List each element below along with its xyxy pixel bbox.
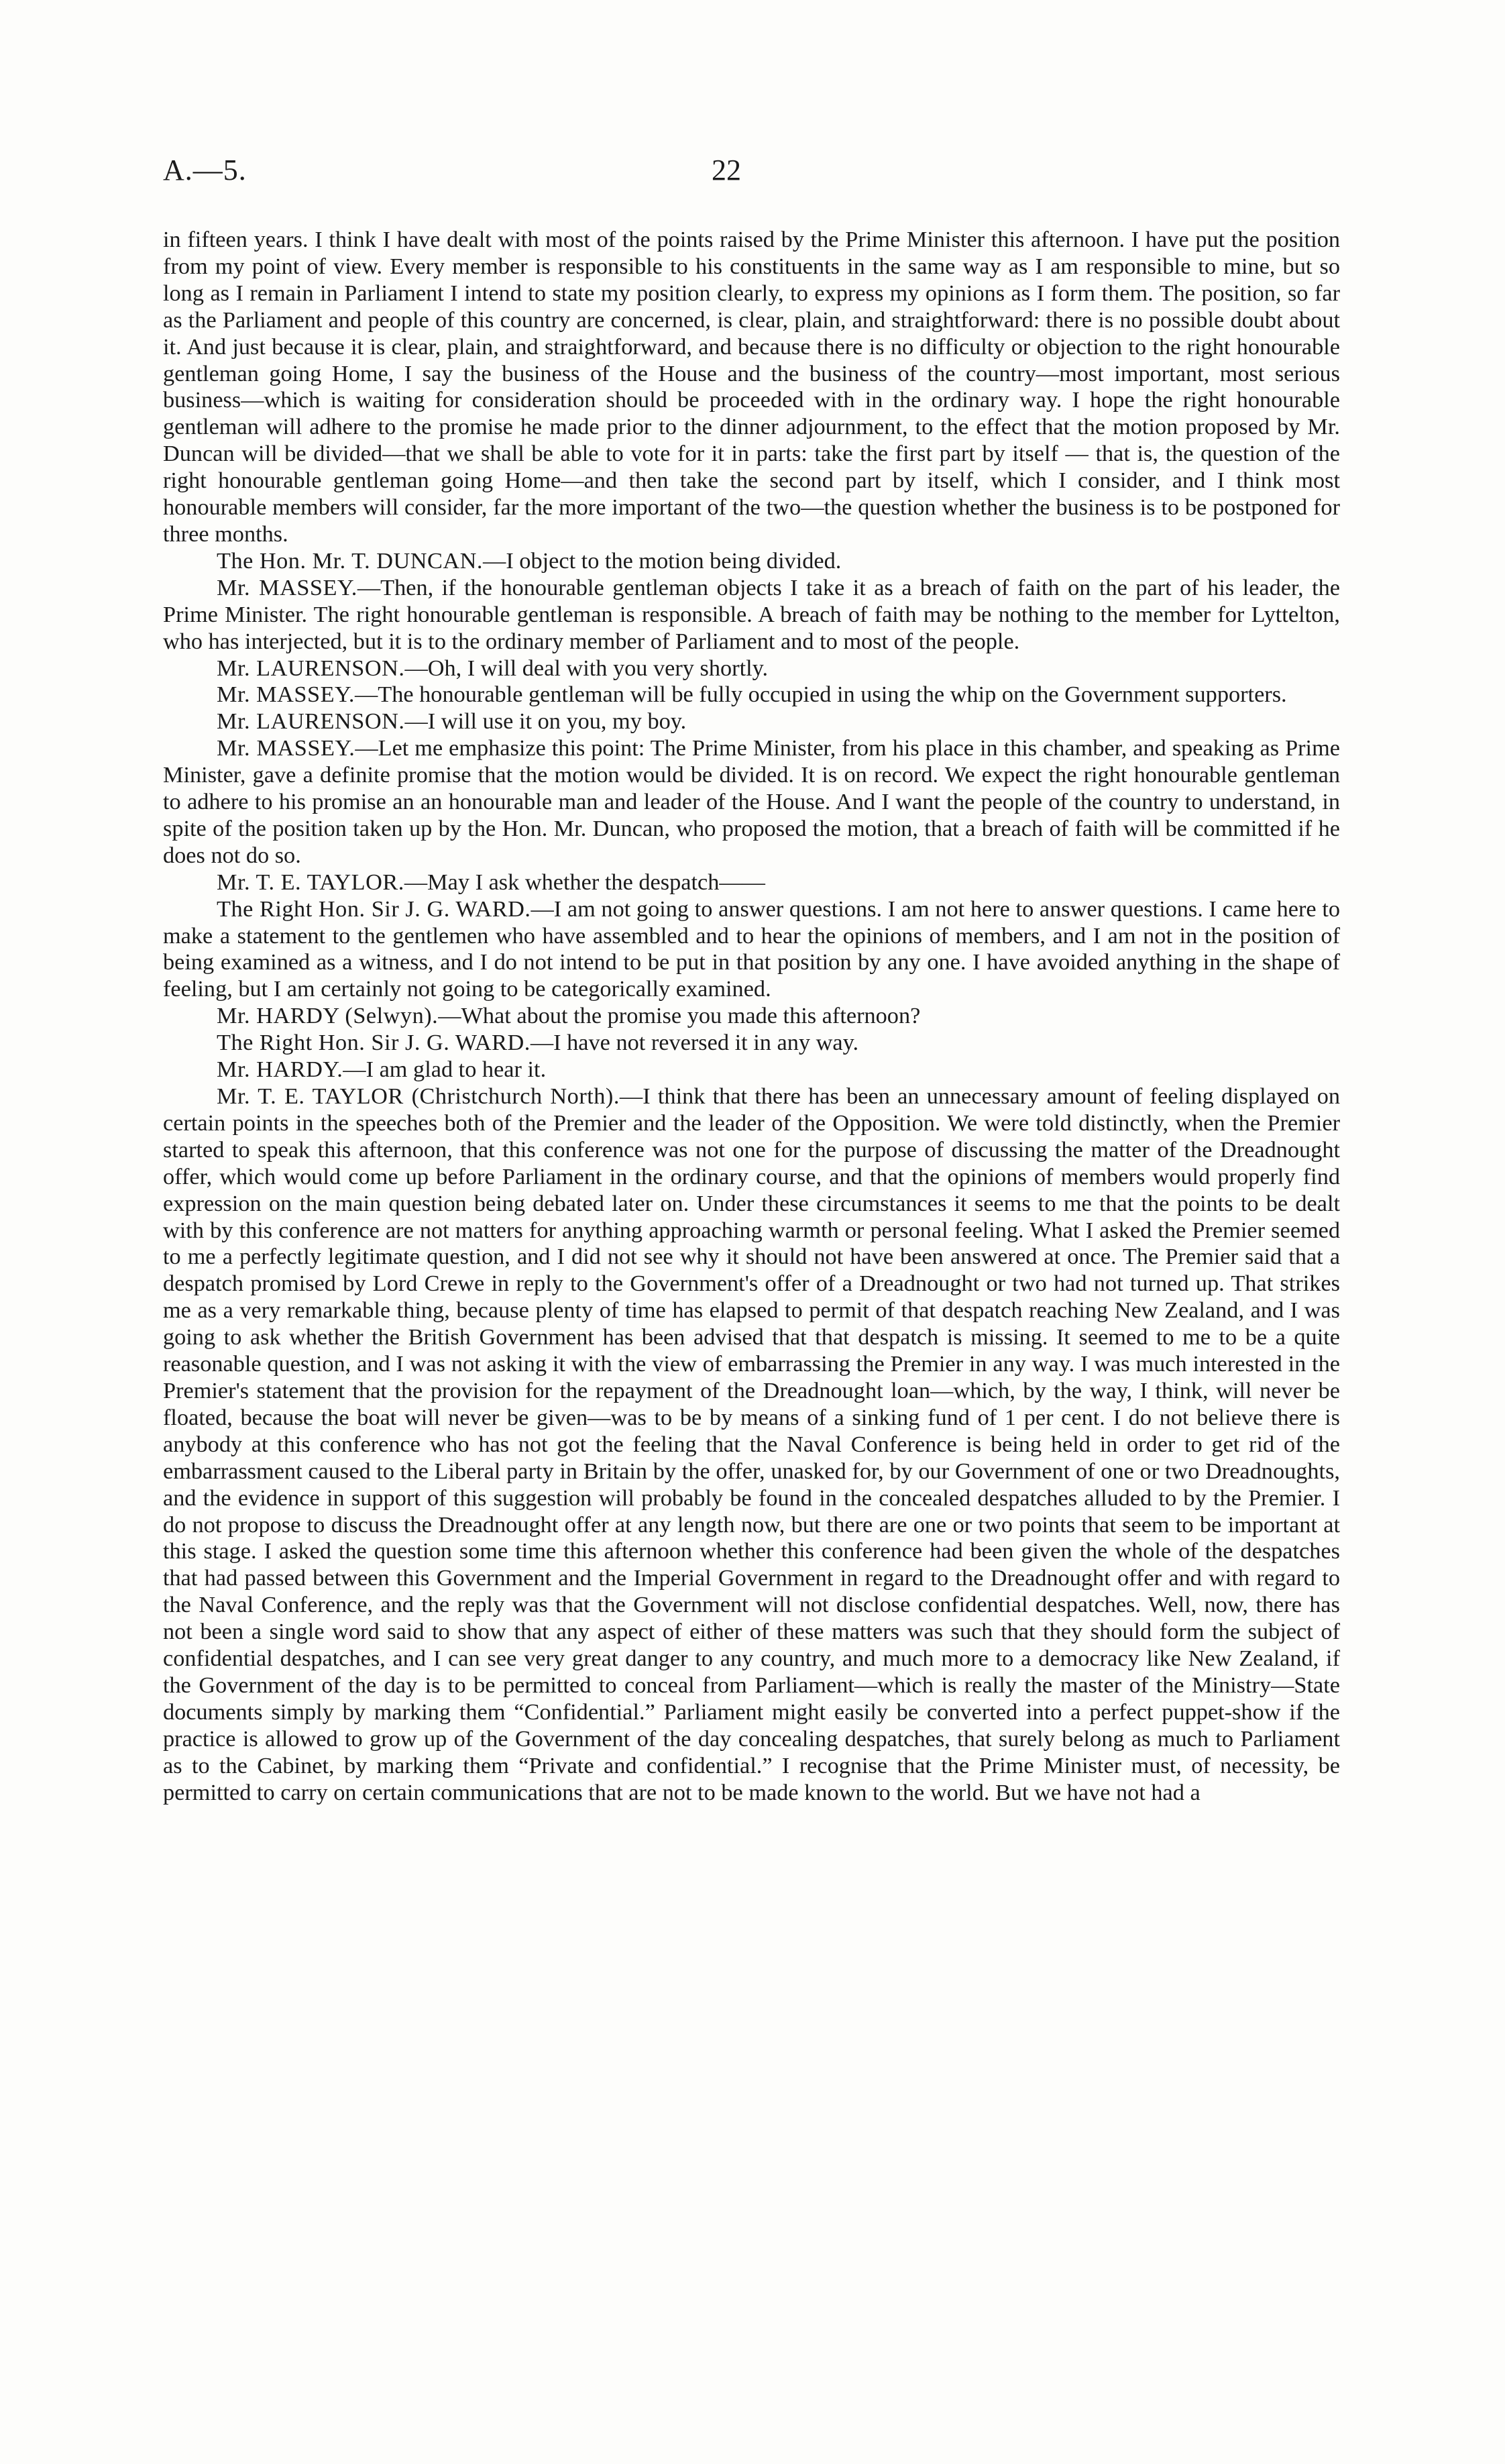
page-number: 22 <box>712 154 741 186</box>
paragraph <box>163 1003 1340 1030</box>
speaker-name: Mr. HARDY (Selwyn). <box>217 1003 439 1029</box>
paragraph <box>163 655 1340 682</box>
paragraph-text: —What about the promise you made this afternoon? <box>438 1003 921 1029</box>
paragraph <box>163 735 1340 869</box>
paragraph-text: —I will use it on you, my boy. <box>404 708 687 735</box>
speaker-name: The Hon. Mr. T. DUNCAN. <box>217 547 484 574</box>
paragraph <box>163 869 1340 896</box>
paragraph-text: —I think that there has been an unnecessary amount of feeling displayed on certain points in the speeches both of the Premier and the leader of the Opposition. We were told distinctly, when the Premier started to speak this afternoon, that this conference was not one for the purpose of discussing the matter of the Dreadnought offer, which would come up before Parliament in the ordinary course, and that the opinions of members would properly find expression on the main question being debated later on. Under these circumstances it seems to me that the points to be dealt with by this conference are not matters for anything approaching warmth or personal feeling. What I asked the Premier seemed to me a perfectly legitimate question, and I did not see why it should not have been answered at once. The Premier said that a despatch promised by Lord Crewe in reply to the Government's offer of a Dreadnought or two had not turned up. That strikes me as a very remarkable thing, because plenty of time has elapsed to permit of that despatch reaching New Zealand, and I was going to ask whether the British Government has been advised that that despatch is missing. It seemed to me to be a quite reasonable question, and I was not asking it with the view of embarrassing the Premier in any way. I was much interested in the Premier's statement that the provision for the repayment of the Dreadnought loan—which, by the way, I think, will never be floated, because the boat will never be given—was to be by means of a sinking fund of 1 per cent. I do not believe there is anybody at this conference who has not got the feeling that the Naval Conference is being held in order to get rid of the embarrassment caused to the Liberal party in Britain by the offer, unasked for, by our Government of one or two Dreadnoughts, and the evidence in support of this suggestion will probably be found in the concealed despatches alluded to by the Premier. I do not propose to discuss the Dreadnought offer at any length now, but there are one or two points that seem to be important at this stage. I asked the question some time this afternoon whether this conference had been given the whole of the despatches that had passed between this Government and the Imperial Government in regard to the Dreadnought offer and with regard to the Naval Conference, and the reply was that the Government will not disclose confidential despatches. Well, now, there has not been a single word said to show that any aspect of either of these matters was such that they should form the subject of confidential despatches, and I can see very great danger to any country, and much more to a democracy like New Zealand, if the Government of the day is to be permitted to conceal from Parliament—which is really the master of the Ministry—State documents simply by marking them “Confidential.” Parliament might easily be converted into a perfect puppet-show if the practice is allowed to grow up of the Government of the day concealing despatches, that surely belong as much to Parliament as to the Cabinet, by marking them “Private and confidential.” I recognise that the Prime Minister must, of necessity, be permitted to carry on certain communications that are not to be made known to the world. But we have not had a <box>163 1083 1341 1805</box>
document-reference: A.—5. <box>163 154 247 186</box>
paragraph <box>163 575 1340 655</box>
paragraph <box>163 708 1340 735</box>
paragraph-text: —May I ask whether the despatch—— <box>404 869 765 895</box>
paragraph <box>163 896 1340 1004</box>
speaker-name: Mr. MASSEY. <box>217 574 357 600</box>
speaker-name: Mr. MASSEY. <box>217 735 355 761</box>
paragraph-text: in fifteen years. I think I have dealt with most of the points raised by the Prime Minister this afternoon. I have put the position from my point of view. Every member is responsible to his constituents in the same way as I am responsible to mine, but so long as I remain in Parliament I intend to state my position clearly, to express my opinions as I form them. The position, so far as the Parliament and people of this country are concerned, is clear, plain, and straightforward: there is no possible doubt about it. And just because it is clear, plain, and straightforward, and because there is no difficulty or objection to the right honourable gentleman going Home, I say the business of the House and the business of the country—most important, most serious business—which is waiting for consideration should be proceeded with in the ordinary way. I hope the right honourable gentleman will adhere to the promise he made prior to the dinner adjournment, to the effect that the motion proposed by Mr. Duncan will be divided—that we shall be able to vote for it in parts: take the first part by itself — that is, the question of the right honourable gentleman going Home—and then take the second part by itself, which I consider, and I think most honourable members will consider, far the more important of the two—the question whether the business is to be postponed for three months. <box>163 227 1340 547</box>
speaker-name: Mr. T. E. TAYLOR. <box>217 869 404 895</box>
speaker-name: Mr. HARDY. <box>217 1057 343 1083</box>
paragraph-text: —The honourable gentleman will be fully occupied in using the whip on the Government supporters. <box>354 682 1287 708</box>
paragraph-text: —I am glad to hear it. <box>343 1057 547 1083</box>
paragraph <box>163 548 1340 575</box>
speaker-name: Mr. LAURENSON. <box>217 655 405 681</box>
paragraph-text: —Oh, I will deal with you very shortly. <box>404 655 769 681</box>
speaker-name: The Right Hon. Sir J. G. WARD. <box>217 1030 531 1056</box>
paragraph <box>163 1030 1340 1057</box>
speaker-name: Mr. MASSEY. <box>217 682 355 708</box>
paragraph <box>163 682 1340 708</box>
paragraph-text: —I am not going to answer questions. I am not here to answer questions. I came here to make a statement to the gentlemen who have assembled and to hear the opinions of members, and I am not in the position of being examined as a witness, and I do not intend to be put in that position by any one. I have avoided anything in the shape of feeling, but I am certainly not going to be categorically examined. <box>163 896 1341 1002</box>
paragraph <box>163 1057 1340 1083</box>
speaker-name: Mr. LAURENSON. <box>217 708 405 735</box>
paragraph-text: —I object to the motion being divided. <box>483 547 842 574</box>
paragraph <box>163 1083 1340 1806</box>
speaker-name: Mr. T. E. TAYLOR (Christchurch North). <box>217 1083 620 1109</box>
page-header <box>163 153 1343 193</box>
paragraph <box>163 227 1340 548</box>
paragraph-text: —Let me emphasize this point: The Prime Minister, from his place in this chamber, and speaking as Prime Minister, gave a definite promise that the motion would be divided. It is on record. We expect the right honourable gentleman to adhere to his promise an an honourable man and leader of the House. And I want the people of the country to understand, in spite of the position taken up by the Hon. Mr. Duncan, who proposed the motion, that a breach of faith will be committed if he does not do so. <box>163 735 1340 868</box>
speaker-name: The Right Hon. Sir J. G. WARD. <box>217 896 531 922</box>
paragraph-text: —I have not reversed it in any way. <box>530 1030 859 1056</box>
hansard-text <box>163 227 1340 1806</box>
paragraph-text: —Then, if the honourable gentleman objects I take it as a breach of faith on the part of his leader, the Prime Minister. The right honourable gentleman is responsible. A breach of faith may be nothing to the member for Lyttelton, who has interjected, but it is to the ordinary member of Parliament and to most of the people. <box>163 574 1340 654</box>
